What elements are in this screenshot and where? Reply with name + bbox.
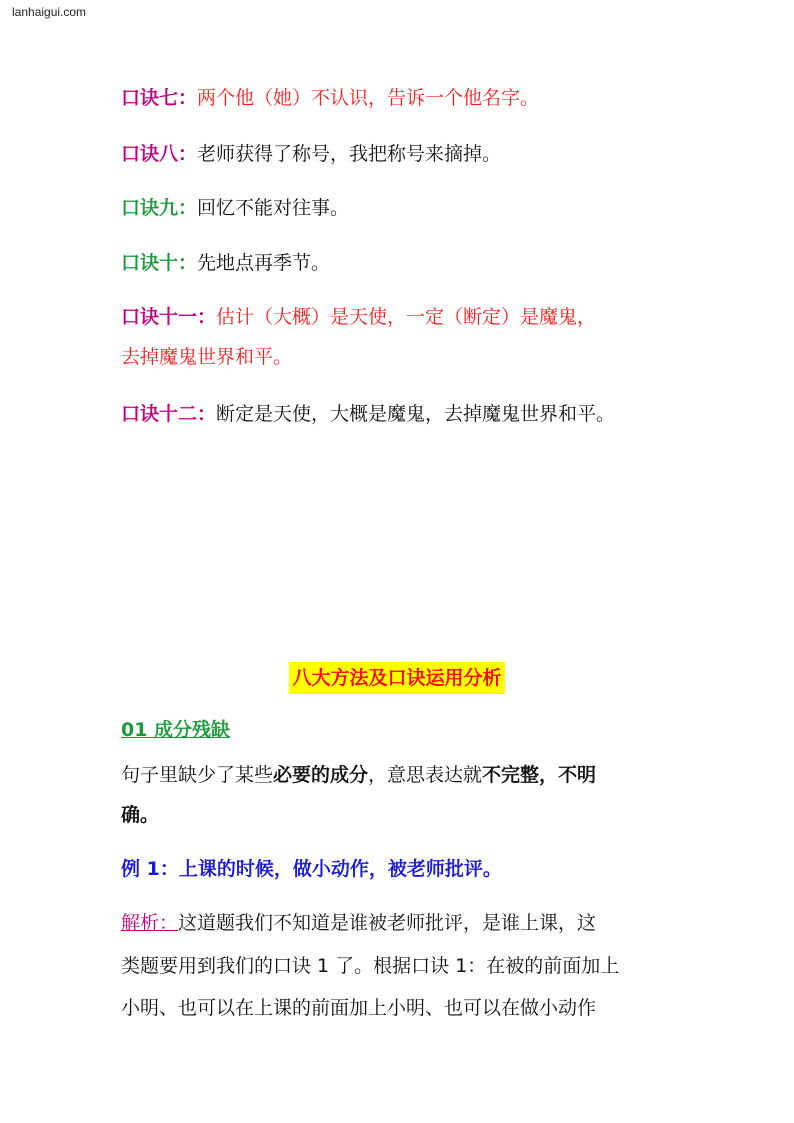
mnemonic-7-label: 口诀七： — [121, 87, 198, 109]
mnemonic-10 — [121, 251, 330, 275]
mnemonic-11-label: 口诀十一： — [121, 306, 217, 328]
mnemonic-9-text: 回忆不能对往事。 — [197, 197, 350, 219]
mnemonic-7-text: 两个他（她）不认识，告诉一个他名字。 — [197, 87, 540, 109]
desc-part-a: 句子里缺少了某些 — [121, 764, 274, 786]
analysis-line-3: 小明、也可以在上课的前面加上小明、也可以在做小动作 — [121, 997, 597, 1019]
mnemonic-12-label: 口诀十二： — [121, 403, 217, 425]
mnemonic-9 — [121, 196, 349, 220]
section-description-continued — [121, 803, 159, 827]
heading-wrapper — [0, 662, 794, 694]
section-title: 01 成分残缺 — [121, 719, 231, 741]
mnemonic-7 — [121, 86, 539, 110]
analysis-text-1: 这道题我们不知道是谁被老师批评，是谁上课，这 — [178, 912, 597, 934]
mnemonic-12 — [121, 402, 615, 426]
section-description — [121, 763, 596, 787]
desc-part-c: ，意思表达就 — [368, 764, 483, 786]
mnemonic-11-text-continued: 去掉魔鬼世界和平。 — [121, 346, 293, 368]
analysis-line-1 — [121, 911, 596, 935]
analysis-label: 解析： — [121, 912, 179, 934]
mnemonic-8-text: 老师获得了称号，我把称号来摘掉。 — [197, 143, 502, 165]
analysis-line-2: 类题要用到我们的口诀 1 了。根据口诀 1：在被的前面加上 — [121, 955, 620, 977]
mnemonic-12-text: 断定是天使，大概是魔鬼，去掉魔鬼世界和平。 — [216, 403, 616, 425]
mnemonic-11-text: 估计（大概）是天使，一定（断定）是魔鬼， — [216, 306, 597, 328]
desc-part-e: 确。 — [121, 804, 160, 826]
mnemonic-9-label: 口诀九： — [121, 197, 198, 219]
watermark: lanhaigui.com — [12, 5, 87, 19]
desc-part-b: 必要的成分 — [273, 764, 369, 786]
mnemonic-10-label: 口诀十： — [121, 252, 198, 274]
mnemonic-8-label: 口诀八： — [121, 143, 198, 165]
mnemonic-11 — [121, 305, 596, 329]
desc-part-d: 不完整，不明 — [482, 764, 597, 786]
mnemonic-10-text: 先地点再季节。 — [197, 252, 331, 274]
mnemonic-8 — [121, 142, 501, 166]
example-1: 例 1：上课的时候，做小动作，被老师批评。 — [121, 858, 502, 880]
section-heading: 八大方法及口诀运用分析 — [289, 662, 504, 694]
